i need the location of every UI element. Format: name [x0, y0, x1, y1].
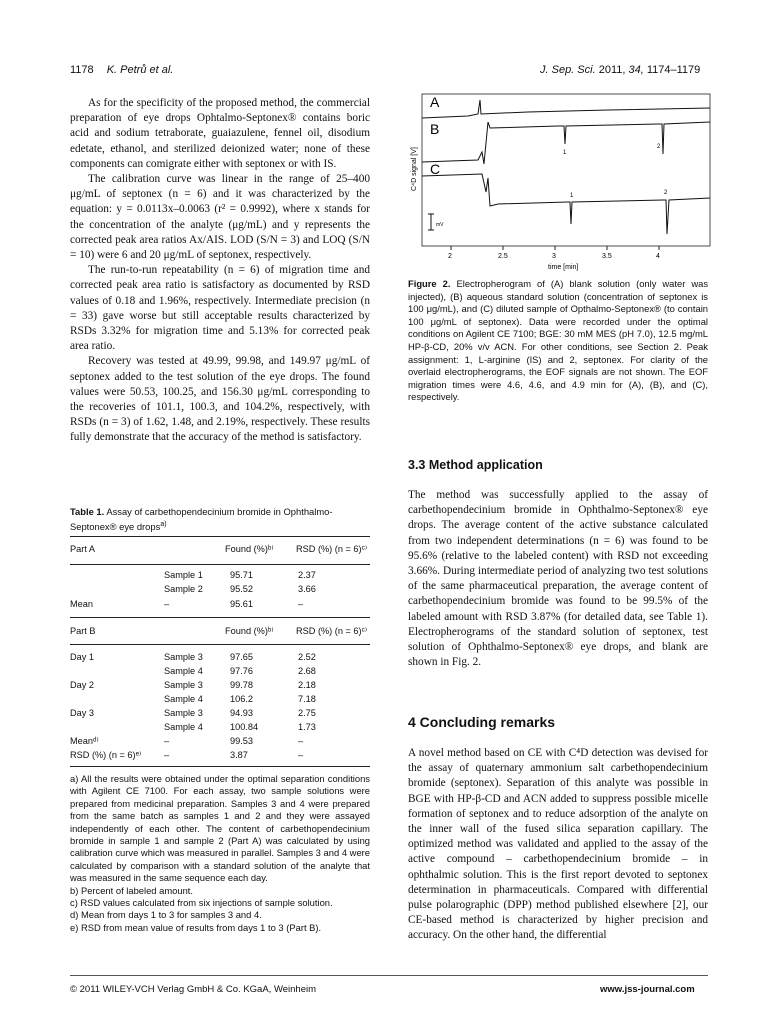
footnote-c: c) RSD values calculated from six injections of sample solution.	[70, 897, 333, 909]
footnote-a: a) All the results were obtained under the optimal separation conditions with Agilent CE 7100. For each assay, two sample solutions were prepared from medicinal preparation. Samples 3 and 4 were prepared from the same batch as samples 1 and 2 and they were assayed independently of each other. The content of carbethopendecinium bromide in sample 1 and sample 2 (Part A) was calculated by using calibration curve which was measured in parallel. Samples 3 and 4 were calculated by comparison with a standard solution of the analyte that was measured in the same sequence each day.	[70, 773, 370, 884]
table-row: Sample 4 100.84 1.73	[164, 722, 316, 732]
left-column-text	[70, 96, 370, 446]
x-axis-label: time [min]	[548, 264, 579, 271]
peak-label-b2: 2	[657, 144, 661, 150]
table-header-cell: RSD (%) (n = 6)ᶜ⁾	[296, 544, 368, 554]
table-header-row-a	[70, 544, 370, 558]
peak-label-c1: 1	[570, 193, 574, 199]
table-caption-label: Table 1.	[70, 506, 105, 517]
y-axis-label: C⁴D signal [V]	[411, 147, 418, 191]
table-header-cell: Part A	[70, 544, 96, 554]
table-row: Sample 4 97.76 2.68	[164, 666, 316, 676]
paragraph-recovery: Recovery was tested at 49.99, 99.98, and 149.97 μg/mL of septonex added to the test solution of the eye drops. The found values were 50.53, 100.25, and 156.30 μg/mL corresponding to the recoveries of 101.1, 100.3, and 104.2%, respectively, with RSDs (n = 3) of 1.62, 1.48, and 2.19%, respectively. These results fully demonstrate that the accuracy of the method is satisfactory.	[70, 355, 370, 444]
footnote-d: d) Mean from days 1 to 3 for samples 3 and 4.	[70, 909, 262, 921]
electropherogram-figure	[408, 92, 713, 274]
trace-label-b: B	[430, 121, 440, 137]
running-header-left	[70, 64, 173, 76]
figure-caption-text: Electropherogram of (A) blank solution (only water was injected), (B) aqueous standard solution (concentration of septonex is 100 μg/mL), and (C) diluted sample of Opthalmo-Septonex® (to contain 100 μg/mL of septonex). Data were recorded under the optimal conditions on Agilent CE 7100; BGE: 30 mM MES (pH 7.0), 12.5 mg/mL HP-β-CD, 20% v/v ACN. For other conditions, see Section 2. Peak assignment: 1, L-arginine (IS) and 2, septonex. For clarity of the overlaid electropherograms, the EOF signals are not shown. The EOF migration times were 4.6, 4.6, and 4.9 min for (A), (B), and (C), respectively.	[408, 278, 709, 403]
x-tick-label: 2	[448, 253, 452, 260]
paragraph-concluding: A novel method based on CE with C⁴D detection was devised for the assay of quaternary ammonium salt carbethopendecinium bromide (septonex). Separation of this analyte was possible in BGE with HP-β-CD and ACN added to suppress possible micelle formation of septonex and to reduce adsorption of the analyte on the inner wall of the fused silica separation capillary. The optimized method was validated and applied to the assay of the active compound – carbethopendecinium bromide – in ophthalmic solution. This is the first report devoted to septonex determination in pharmaceuticals. Compared with differential pulse polarographic (DPP) method published elsewhere [2], our CE-based method is characterized by higher precision and accuracy. On the other hand, the differential	[408, 747, 708, 942]
figure-caption	[408, 278, 708, 404]
scale-bar-label: mV	[436, 222, 444, 228]
table-header-cell: Part B	[70, 626, 96, 636]
footer-rule	[70, 975, 708, 976]
table-row: Day 3 Sample 3 94.93 2.75	[70, 708, 316, 718]
table-header-row-b	[70, 626, 370, 640]
trace-b	[422, 122, 710, 164]
x-tick-label: 4	[656, 253, 660, 260]
section-heading-4: 4 Concluding remarks	[408, 714, 556, 730]
paragraph-specificity: As for the specificity of the proposed method, the commercial preparation of eye drops Ophtalmo-Septonex® contains boric acid and sodium tetraborate, guaiazulene, fennel oil, disodium edetate, ethanol, and sterilized deionized water; none of these components can comigrate either with septonex or with IS.	[70, 97, 370, 170]
header-authors: K. Petrů et al.	[106, 64, 174, 76]
table-row: Meanᵈ⁾ – 99.53 –	[70, 736, 304, 746]
table-caption	[70, 505, 370, 533]
table-row: Sample 2 95.52 3.66	[164, 584, 316, 594]
right-column-text	[408, 488, 708, 670]
journal-name: J. Sep. Sci.	[540, 64, 596, 76]
trace-label-a: A	[430, 94, 440, 110]
journal-pages: 1174–1179	[646, 64, 701, 76]
footnote-b: b) Percent of labeled amount.	[70, 884, 193, 896]
table-row: Sample 1 95.71 2.37	[164, 570, 316, 580]
table-header-cell: Found (%)ᵇ⁾	[225, 626, 274, 636]
table-row: Mean – 95.61 –	[70, 599, 304, 609]
running-header-right	[540, 64, 700, 76]
footer-url[interactable]: www.jss-journal.com	[600, 984, 695, 995]
trace-a	[422, 100, 710, 118]
trace-label-c: C	[430, 161, 441, 177]
section-heading-3-3: 3.3 Method application	[408, 458, 543, 472]
x-axis-ticks	[448, 246, 660, 260]
footnote-e: e) RSD from mean value of results from days 1 to 3 (Part B).	[70, 921, 322, 933]
paragraph-repeatability: The run-to-run repeatability (n = 6) of migration time and corrected peak area ratio is satisfactory as documented by RSD values of 0.18 and 1.96%, respectively. Intermediate precision (n = 33) gave worse but still acceptable results characterized by RSDs 3.32% for migration time and 5.13% for corrected peak area ratio.	[70, 264, 370, 353]
trace-c	[422, 174, 710, 234]
table-row: Sample 4 106.2 7.18	[164, 694, 316, 704]
paragraph-method-application: The method was successfully applied to the assay of carbethopendecinium bromide in Ophthalmo-Septonex® eye drops. The average content of the active substance calculated from two independent determinations (n = 6) was found to be 95.6% (relative to the labeled content) with RSD not exceeding 3.66%. During intermediate period of analyzing two test solutions of the same pharmaceutical preparation, the average content of carbethopendecinium bromide was found to be 99.5% of the labeled amount with RSD 3.87% (for detailed data, see Table 1). Electropherograms of the standard solution of septonex, test solution of Ophthalmo-Septonex® eye drops, and blank are shown in Fig. 2.	[408, 489, 708, 669]
table-row: Day 2 Sample 3 99.78 2.18	[70, 680, 316, 690]
table-footnotes	[70, 773, 370, 934]
peak-label-c2: 2	[664, 190, 668, 196]
concluding-remarks-text	[408, 746, 708, 944]
journal-year: 2011,	[598, 64, 626, 76]
table-row: Day 1 Sample 3 97.65 2.52	[70, 652, 316, 662]
table-caption-text: Assay of carbethopendecinium bromide in Ophthalmo-Septonex® eye drops	[70, 506, 333, 533]
page-number: 1178	[70, 64, 94, 76]
x-tick-label: 3.5	[602, 253, 612, 260]
footer-copyright: © 2011 WILEY-VCH Verlag GmbH & Co. KGaA, Weinheim	[70, 984, 317, 995]
peak-label-b1: 1	[563, 150, 567, 156]
table-header-cell: RSD (%) (n = 6)ᶜ⁾	[296, 626, 368, 636]
table-row: RSD (%) (n = 6)ᵉ⁾ – 3.87 –	[70, 750, 304, 760]
journal-volume: 34,	[628, 64, 644, 76]
figure-caption-label: Figure 2.	[408, 278, 451, 289]
table-caption-sup: a)	[160, 521, 167, 528]
paragraph-calibration: The calibration curve was linear in the range of 25–400 μg/mL of septonex (n = 6) and it was characterized by the equation: y = 0.0113x–0.0063 (r² = 0.9992), where x stands for the concentration of the analyte (μg/mL) and y represents the corrected peak area ratios Ax/AIS. LOD (S/N = 3) and LOQ (S/N = 10) were 6 and 20 μg/mL of septonex, respectively.	[70, 173, 370, 262]
table-header-cell: Found (%)ᵇ⁾	[225, 544, 274, 554]
x-tick-label: 2.5	[498, 253, 508, 260]
x-tick-label: 3	[552, 253, 556, 260]
